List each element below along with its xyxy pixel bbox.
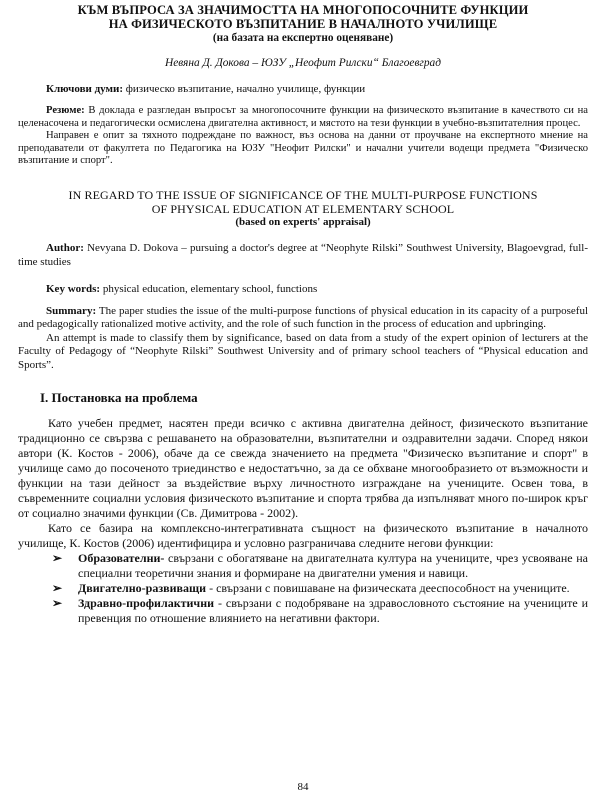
function-text: свързани с обогатяване на двигателната култура на учениците, чрез усвояване на специални теоретични знания и формиране на двигателни умения и навици. [78, 551, 588, 580]
en-subtitle: (based on experts' appraisal) [235, 215, 371, 228]
arrow-bullet-icon: ➢ [52, 596, 63, 610]
en-title-line2: OF PHYSICAL EDUCATION AT ELEMENTARY SCHOOL [151, 201, 455, 216]
section-heading: I. Постановка на проблема [40, 390, 198, 405]
bg-author: Невяна Д. Докова – ЮЗУ „Неофит Рилски“ Благоевград [164, 57, 442, 69]
function-text: - свързани с подобряване на здравословното състояние на учениците и превенция по отношение влиянието на негативни фактори. [78, 596, 588, 625]
list-item [50, 551, 588, 581]
paper-page [18, 0, 588, 800]
body-paragraph-1: Като учебен предмет, насятен преди всичко с активна двигателна дейност, физическото възпитание традиционно се свързва с решаването на образователни, възпитателни и оздравителни задачи. Според някои автори (К. Костов - 2006), обаче да се свежда значението на предмета "Физическо възпитание и спорт" в училище само до посоченото триединство е недостатъчно, за да се обхване многообразието от възможности и функции на тази дейност за въздействие върху личностното изграждане на учениците. Освен това, в съвременните социални условия физическото възпитание и спорта трябва да изпълняват много по-широк кръг от социално значими функции (Св. Димитрова - 2002). [18, 416, 588, 520]
page-number: 84 [297, 781, 309, 793]
en-keywords [18, 283, 588, 295]
en-summary-label: Summary: [46, 304, 97, 317]
arrow-bullet-icon: ➢ [52, 551, 63, 565]
bg-abstract-label: Резюме: [46, 105, 85, 116]
bg-abstract-text-1: В доклада е разгледан въпросът за многопосочните функции на физическото възпитание в качеството си на целенасочена и педагогически осмислена двигателна активност, и мястото на тези функции в учебно-възпитателния процес. [18, 105, 588, 129]
functions-list [18, 551, 588, 626]
list-item [50, 596, 588, 626]
en-keywords-label: Key words: [46, 282, 101, 295]
function-term: Здравно-профилактични [78, 596, 215, 610]
en-author-label: Author: [46, 241, 84, 254]
en-keywords-text: physical education, elementary school, functions [100, 282, 318, 295]
en-summary-paragraph-1 [18, 305, 588, 332]
function-text: - свързани с повишаване на физическата дееспособност на учениците. [206, 581, 570, 595]
bg-abstract-paragraph-2: Направен е опит за тяхното подреждане по важност, въз основа на данни от проучване на експертното мнение на преподаватели от факултета по Педагогика на ЮЗУ "Неофит Рилски" и начални учители водещи предмета "Физическо възпитание и спорт". [18, 130, 588, 167]
bg-keywords-label: Ключови думи: [46, 83, 124, 95]
function-term: Образователни- [78, 551, 165, 565]
bg-title-line1: КЪМ ВЪПРОСА ЗА ЗНАЧИМОСТТА НА МНОГОПОСОЧНИТЕ ФУНКЦИИ [77, 3, 529, 17]
en-author-text: Nevyana D. Dokova – pursuing a doctor's degree at “Neophyte Rilski” Southwest University, Blagoevgrad, full-time studies [18, 241, 588, 268]
body-paragraph-2: Като се базира на комплексно-интегративната същност на физическото възпитание в началното училище, К. Костов (2006) идентифицира и условно разграничава следните негови функции: [18, 521, 588, 550]
en-summary [18, 305, 588, 372]
list-item [50, 581, 588, 596]
bg-abstract-paragraph-1 [18, 105, 588, 130]
en-author [18, 241, 588, 269]
bg-abstract [18, 105, 588, 168]
bg-title-line2: НА ФИЗИЧЕСКОТО ВЪЗПИТАНИЕ В НАЧАЛНОТО УЧИЛИЩЕ [108, 17, 498, 31]
en-summary-text-1: The paper studies the issue of the multi-purpose functions of physical education in its capacity of a purposeful and pedagogically rationalized motive activity, and the role of such function in the process of education and upbringing. [18, 304, 588, 331]
bg-keywords [18, 83, 588, 95]
en-summary-paragraph-2: An attempt is made to classify them by significance, based on data from a study of the expert opinion of lecturers at the Faculty of Pedagogy of “Neophyte Rilski” Southwest University and of primary school teachers of “Physical education and Sports”. [18, 331, 588, 371]
bg-keywords-text: физическо възпитание, начално училище, функции [123, 83, 366, 95]
section-body [18, 416, 588, 551]
function-term: Двигателно-развиващи [78, 581, 207, 595]
arrow-bullet-icon: ➢ [52, 581, 63, 595]
en-title-line1: IN REGARD TO THE ISSUE OF SIGNIFICANCE OF THE MULTI-PURPOSE FUNCTIONS [68, 187, 538, 202]
bg-subtitle: (на базата на експертно оценяване) [212, 32, 394, 44]
